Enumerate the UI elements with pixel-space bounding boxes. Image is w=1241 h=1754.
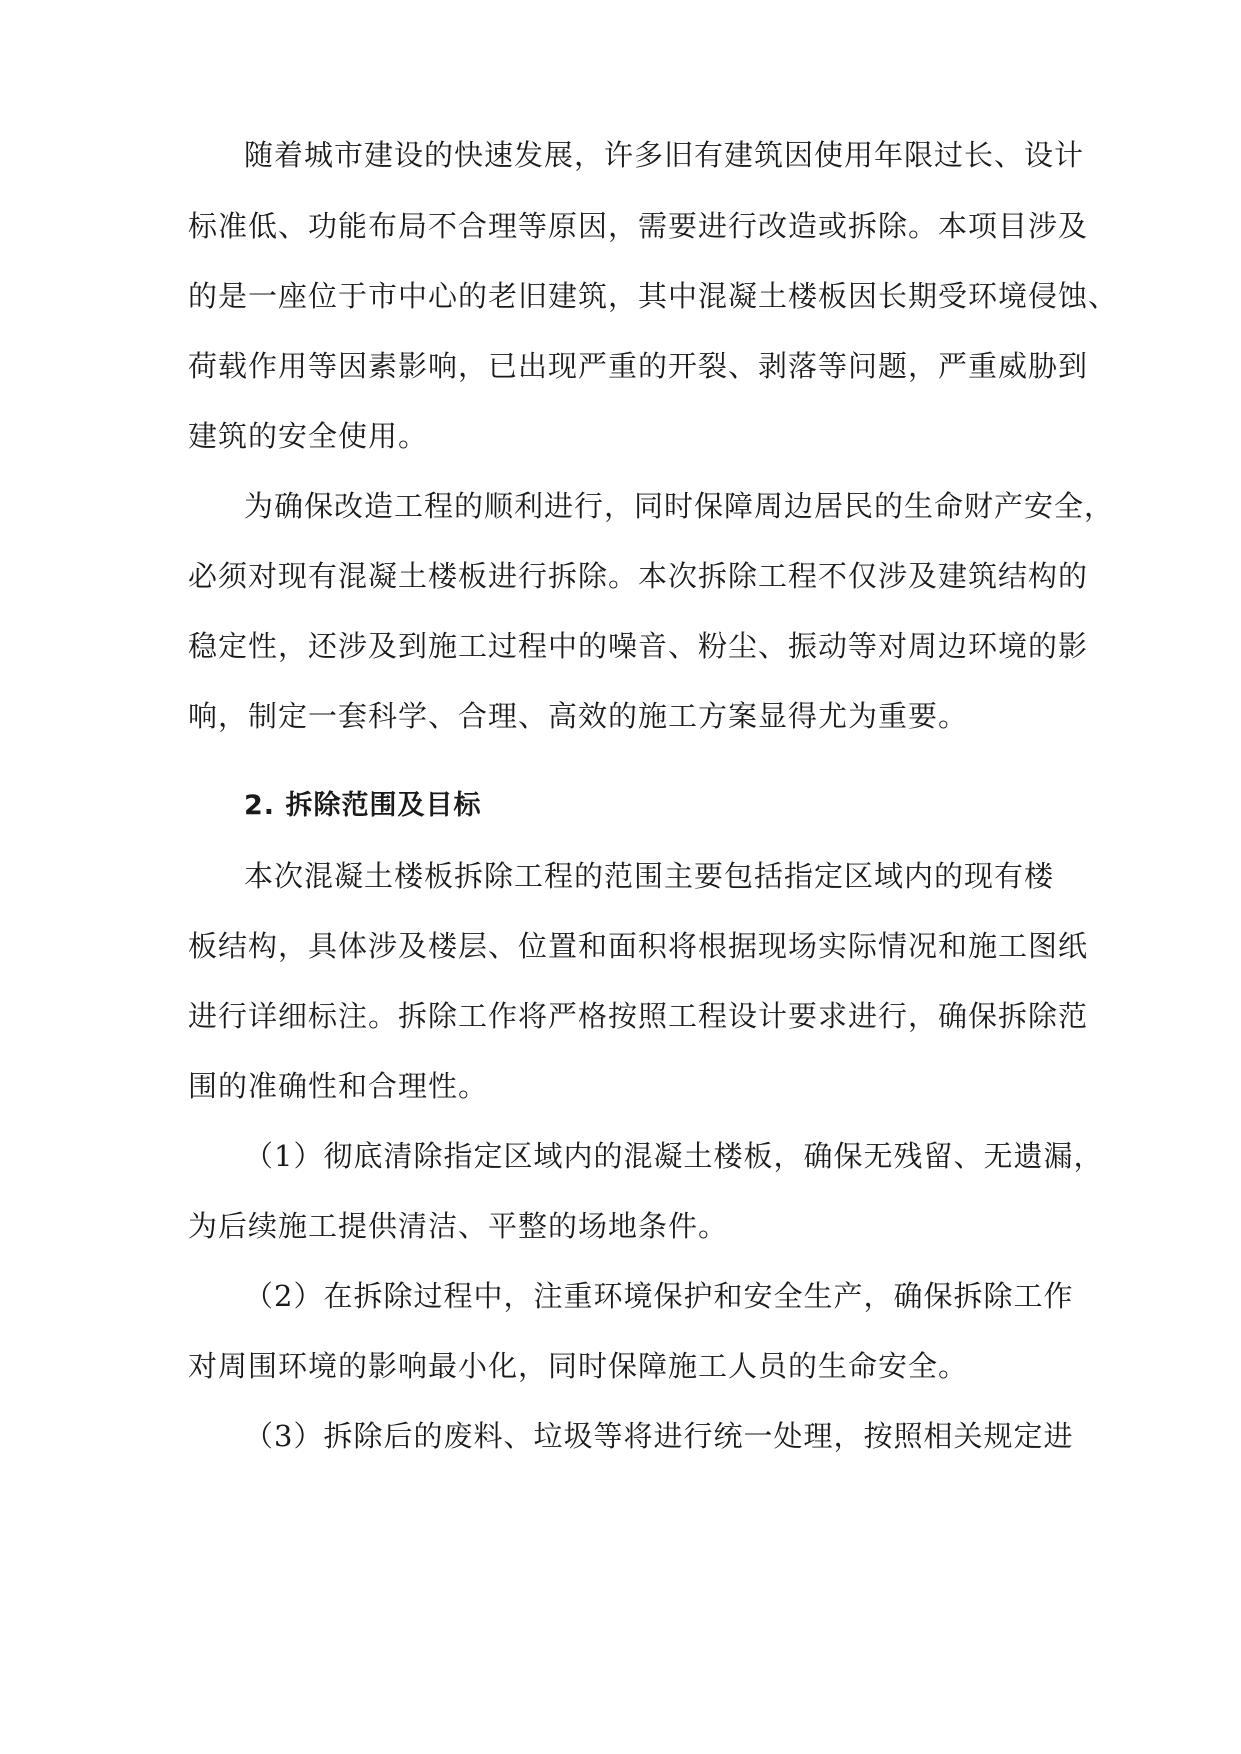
section-heading: 2. 拆除范围及目标 — [244, 790, 482, 821]
paragraph-line: 为确保改造工程的顺利进行，同时保障周边居民的生命财产安全， — [244, 489, 1115, 523]
paragraph-line: 响，制定一套科学、合理、高效的施工方案显得尤为重要。 — [188, 699, 969, 733]
paragraph-line: 标准低、功能布局不合理等原因，需要进行改造或拆除。本项目涉及 — [188, 209, 1089, 243]
paragraph-line: 稳定性，还涉及到施工过程中的噪音、粉尘、振动等对周边环境的影 — [188, 629, 1089, 663]
paragraph-line: 对周围环境的影响最小化，同时保障施工人员的生命安全。 — [188, 1349, 969, 1383]
paragraph-line: 进行详细标注。拆除工作将严格按照工程设计要求进行，确保拆除范 — [188, 999, 1089, 1033]
paragraph-line: 本次混凝土楼板拆除工程的范围主要包括指定区域内的现有楼 — [244, 859, 1055, 893]
paragraph-line: 围的准确性和合理性。 — [188, 1069, 489, 1103]
paragraph-line: 的是一座位于市中心的老旧建筑，其中混凝土楼板因长期受环境侵蚀、 — [188, 279, 1119, 313]
paragraph-line: （3）拆除后的废料、垃圾等将进行统一处理，按照相关规定进 — [244, 1419, 1074, 1453]
paragraph-line: 板结构，具体涉及楼层、位置和面积将根据现场实际情况和施工图纸 — [188, 929, 1089, 963]
paragraph-line: （1）彻底清除指定区域内的混凝土楼板，确保无残留、无遗漏， — [244, 1139, 1104, 1173]
paragraph-line: 荷载作用等因素影响，已出现严重的开裂、剥落等问题，严重威胁到 — [188, 349, 1089, 383]
paragraph-line: 随着城市建设的快速发展，许多旧有建筑因使用年限过长、设计 — [244, 138, 1085, 172]
paragraph-line: 为后续施工提供清洁、平整的场地条件。 — [188, 1209, 729, 1243]
paragraph-line: （2）在拆除过程中，注重环境保护和安全生产，确保拆除工作 — [244, 1279, 1074, 1313]
paragraph-line: 建筑的安全使用。 — [188, 419, 429, 453]
paragraph-line: 必须对现有混凝土楼板进行拆除。本次拆除工程不仅涉及建筑结构的 — [188, 559, 1089, 593]
